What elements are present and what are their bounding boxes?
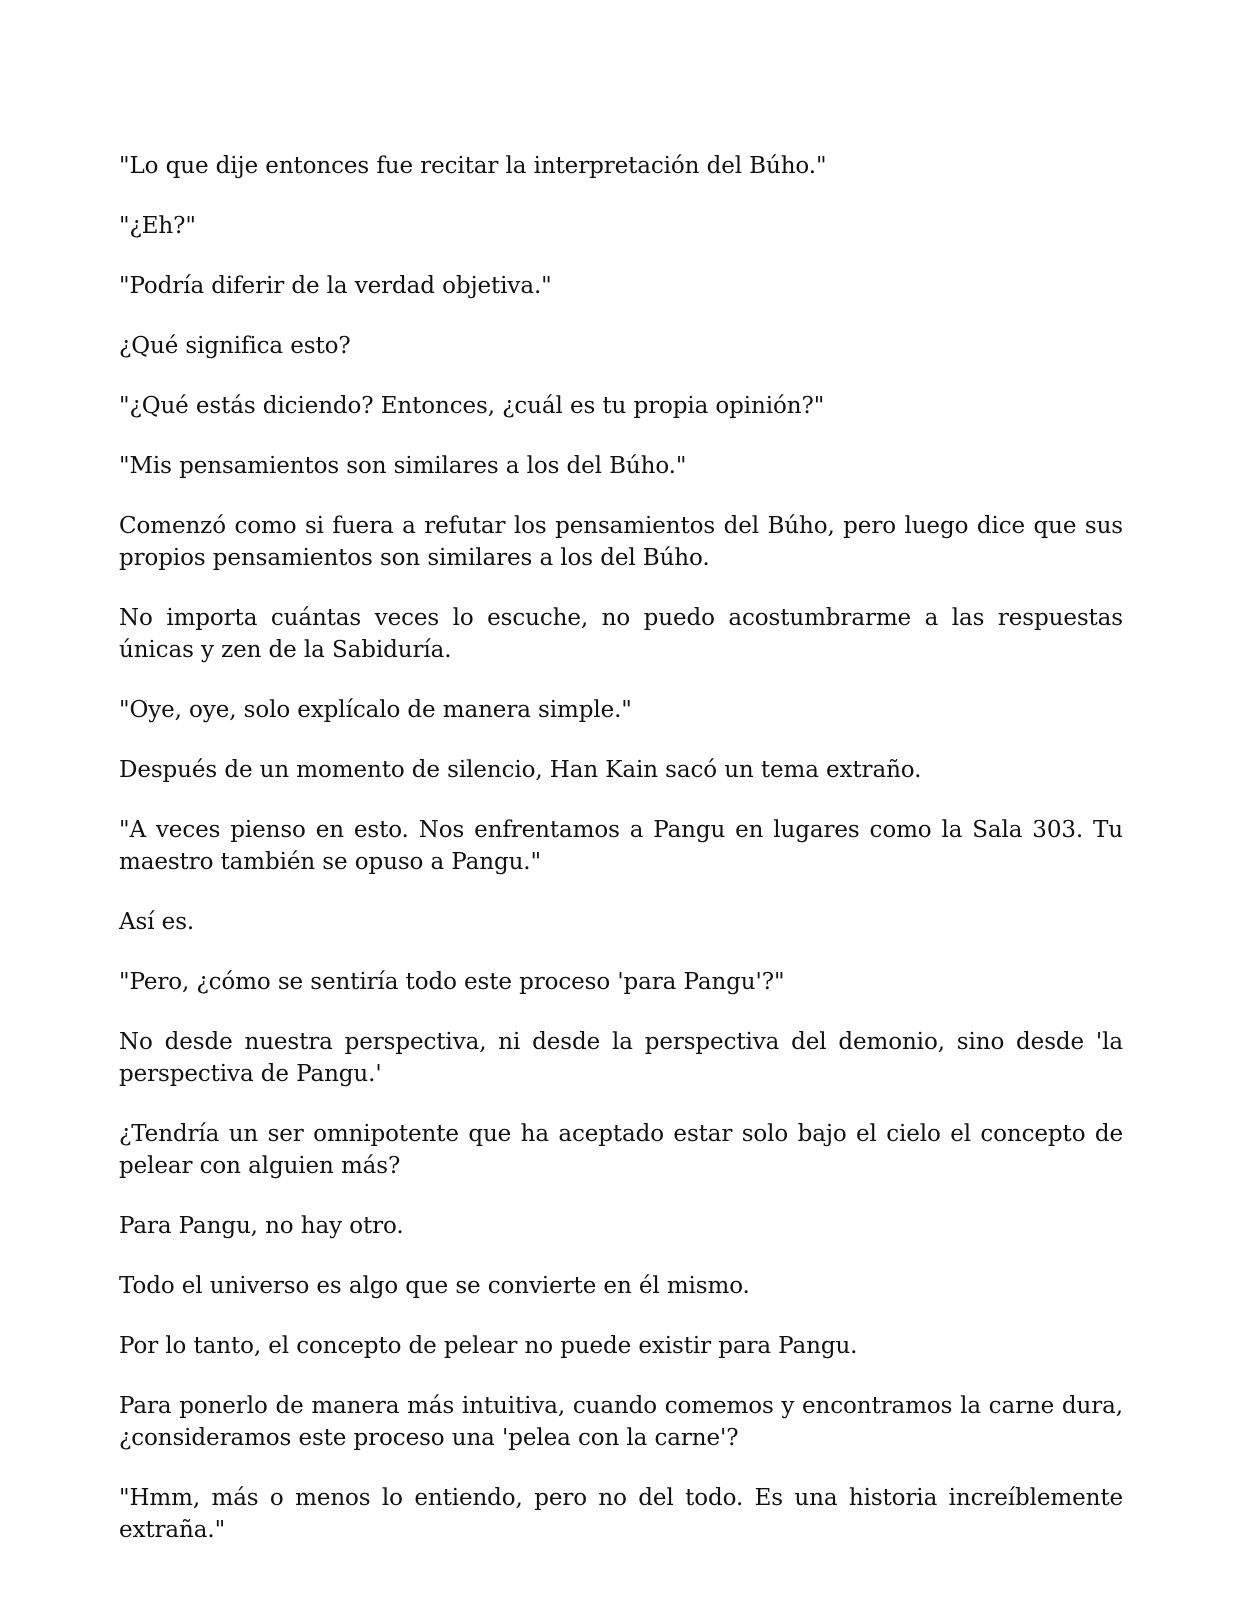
paragraph: "Hmm, más o menos lo entiendo, pero no del todo. Es una historia increíblemente extraña." bbox=[119, 1485, 1123, 1543]
paragraph: "Mis pensamientos son similares a los del Búho." bbox=[119, 453, 687, 479]
paragraph: No importa cuántas veces lo escuche, no puedo acostumbrarme a las respuestas únicas y zen de la Sabiduría. bbox=[119, 605, 1123, 663]
paragraph: No desde nuestra perspectiva, ni desde la perspectiva del demonio, sino desde 'la perspectiva de Pangu.' bbox=[119, 1029, 1123, 1087]
paragraph: Para ponerlo de manera más intuitiva, cuando comemos y encontramos la carne dura, ¿consideramos este proceso una 'pelea con la carne'? bbox=[119, 1393, 1123, 1451]
document-body bbox=[119, 150, 1123, 1574]
paragraph: Para Pangu, no hay otro. bbox=[119, 1213, 404, 1239]
paragraph: Todo el universo es algo que se convierte en él mismo. bbox=[119, 1273, 750, 1299]
paragraph: Por lo tanto, el concepto de pelear no puede existir para Pangu. bbox=[119, 1333, 858, 1359]
paragraph: "¿Qué estás diciendo? Entonces, ¿cuál es tu propia opinión?" bbox=[119, 393, 825, 419]
paragraph: Comenzó como si fuera a refutar los pensamientos del Búho, pero luego dice que sus propios pensamientos son similares a los del Búho. bbox=[119, 513, 1123, 571]
paragraph: Después de un momento de silencio, Han Kain sacó un tema extraño. bbox=[119, 757, 922, 783]
paragraph: "Lo que dije entonces fue recitar la interpretación del Búho." bbox=[119, 153, 827, 179]
paragraph: "Pero, ¿cómo se sentiría todo este proceso 'para Pangu'?" bbox=[119, 969, 785, 995]
paragraph: ¿Tendría un ser omnipotente que ha aceptado estar solo bajo el cielo el concepto de pelear con alguien más? bbox=[119, 1121, 1123, 1179]
paragraph: ¿Qué significa esto? bbox=[119, 333, 351, 359]
paragraph: "Podría diferir de la verdad objetiva." bbox=[119, 273, 552, 299]
paragraph: "¿Eh?" bbox=[119, 213, 196, 239]
paragraph: "A veces pienso en esto. Nos enfrentamos a Pangu en lugares como la Sala 303. Tu maestro también se opuso a Pangu." bbox=[119, 817, 1123, 875]
paragraph: Así es. bbox=[119, 909, 195, 935]
paragraph: "Oye, oye, solo explícalo de manera simple." bbox=[119, 697, 632, 723]
